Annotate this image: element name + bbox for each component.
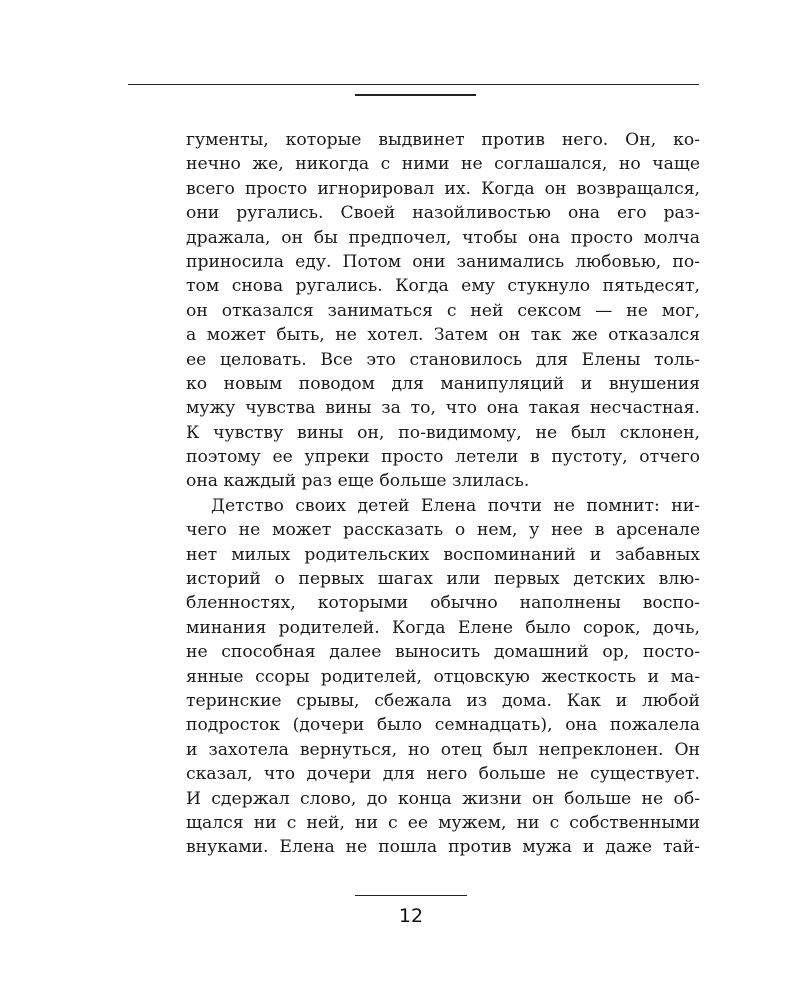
- text-line: том снова ругались. Когда ему стукнуло пятьдесят,: [186, 276, 700, 297]
- text-line: щался ни с ней, ни с ее мужем, ни с собственными: [186, 812, 700, 833]
- text-line: а может быть, не хотел. Затем он так же отказался: [186, 325, 700, 346]
- text-line: ее целовать. Все это становилось для Елены толь-: [186, 349, 700, 370]
- text-line: сказал, что дочери для него больше не существует.: [186, 764, 700, 785]
- text-line: минания родителей. Когда Елене было сорок, дочь,: [186, 617, 700, 638]
- text-line: бленностях, которыми обычно наполнены воспо-: [186, 593, 700, 614]
- text-line: он отказался заниматься с ней сексом — не мог,: [186, 300, 700, 321]
- text-line: нечно же, никогда с ними не соглашался, но чаще: [186, 154, 700, 175]
- text-line: и захотела вернуться, но отец был непреклонен. Он: [186, 739, 700, 760]
- text-line: дражала, он бы предпочел, чтобы она просто молча: [186, 227, 700, 248]
- text-line: они ругались. Своей назойливостью она его раз-: [186, 203, 700, 224]
- text-line: И сдержал слово, до конца жизни он больше не об-: [186, 788, 700, 809]
- text-line: нет милых родительских воспоминаний и забавных: [186, 544, 700, 565]
- text-line: Детство своих детей Елена почти не помнит: ни-: [211, 495, 700, 516]
- header-rule: [128, 84, 699, 85]
- text-line: всего просто игнорировал их. Когда он возвращался,: [186, 178, 700, 199]
- page-number: 12: [398, 905, 424, 927]
- paragraph-2: [186, 494, 700, 860]
- paragraph-1: [186, 128, 700, 494]
- text-line: чего не может рассказать о нем, у нее в арсенале: [186, 520, 700, 541]
- text-line: янные ссоры родителей, отцовскую жесткость и ма-: [186, 666, 700, 687]
- text-line: теринские срывы, сбежала из дома. Как и любой: [186, 690, 700, 711]
- footer-rule: [355, 895, 467, 896]
- text-line: историй о первых шагах или первых детских влю-: [186, 569, 700, 590]
- text-line: ко новым поводом для манипуляций и внушения: [186, 373, 700, 394]
- header-short-rule: [355, 94, 476, 96]
- text-line: она каждый раз еще больше злилась.: [186, 471, 530, 492]
- text-line: гументы, которые выдвинет против него. Он, ко-: [186, 130, 700, 150]
- text-line: приносила еду. Потом они занимались любовью, по-: [186, 251, 700, 272]
- text-line: мужу чувства вины за то, что она такая несчастная.: [186, 398, 700, 419]
- text-line: поэтому ее упреки просто летели в пустоту, отчего: [186, 447, 700, 468]
- body-text: [186, 128, 700, 860]
- text-line: внуками. Елена не пошла против мужа и даже тай-: [186, 837, 700, 858]
- text-line: подросток (дочери было семнадцать), она пожалела: [186, 715, 700, 736]
- text-line: не способная далее выносить домашний ор, посто-: [186, 642, 700, 663]
- text-line: К чувству вины он, по-видимому, не был склонен,: [186, 422, 700, 443]
